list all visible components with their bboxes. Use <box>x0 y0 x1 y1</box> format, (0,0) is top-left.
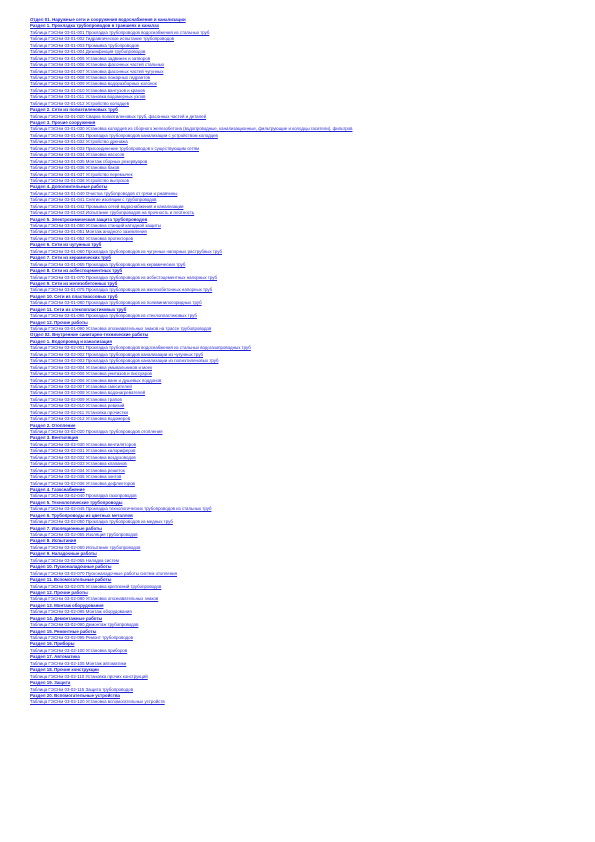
toc-table-link[interactable]: Таблица ГЭСНм 03-01-011 Установка водомерных узлов <box>30 94 146 100</box>
toc-table-link[interactable]: Таблица ГЭСНм 03-01-033 Присоединение трубопроводов к существующим сетям <box>30 145 200 151</box>
toc-table-link[interactable]: Таблица ГЭСНм 03-01-004 Дезинфекция трубопроводов <box>30 49 146 55</box>
toc-section-link[interactable]: Раздел 7. Изоляционные работы <box>30 525 102 531</box>
toc-table-link[interactable]: Таблица ГЭСНм 03-02-065 Наладка систем <box>30 557 119 563</box>
toc-table-link[interactable]: Таблица ГЭСНм 03-01-034 Установка насосов <box>30 152 125 158</box>
toc-table-link[interactable]: Таблица ГЭСНм 03-02-002 Прокладка трубопроводов канализации из чугунных труб <box>30 351 204 357</box>
toc-section-link[interactable]: Раздел 4. Газоснабжение <box>30 486 85 492</box>
toc-table-link[interactable]: Таблица ГЭСНм 03-01-090 Установка опознавательных знаков на трассе трубопроводов <box>30 326 212 331</box>
toc-table-link[interactable]: Таблица ГЭСНм 03-01-012 Устройство колодцев <box>30 100 130 106</box>
toc-table-link[interactable]: Таблица ГЭСНм 03-01-031 Прокладка трубопроводов канализации с устройством колодцев <box>30 132 218 138</box>
toc-table-link[interactable]: Таблица ГЭСНм 03-02-009 Установка трапов <box>30 396 122 402</box>
toc-section-link[interactable]: Раздел 11. Вспомогательные работы <box>30 577 112 583</box>
toc-section-link[interactable]: Раздел 8. Испытания <box>30 538 77 544</box>
toc-section-link[interactable]: Раздел 3. Прочие сооружения <box>30 120 96 125</box>
toc-table-link[interactable]: Таблица ГЭСНм 03-02-110 Установка прочих конструкций <box>30 673 148 679</box>
toc-table-link[interactable]: Таблица ГЭСНм 03-02-105 Монтаж автоматики <box>30 660 127 666</box>
toc-section-link[interactable]: Раздел 1. Прокладка трубопроводов в траншеях и каналах <box>30 23 160 29</box>
toc-table-link[interactable]: Таблица ГЭСНм 03-02-100 Установка приборов <box>30 647 128 653</box>
toc-section-link[interactable]: Раздел 6. Трубопроводы из цветных металлов <box>30 512 133 518</box>
toc-section-link[interactable]: Раздел 8. Сети из асбестоцементных труб <box>30 268 123 274</box>
toc-section-link[interactable]: Раздел 12. Прочие работы <box>30 589 88 595</box>
toc-table-link[interactable]: Таблица ГЭСНм 03-02-011 Установка прочистки <box>30 409 128 415</box>
toc-table-link[interactable]: Таблица ГЭСНм 03-02-005 Установка унитазов и писсуаров <box>30 371 152 377</box>
toc-section-link[interactable]: Раздел 5. Электрохимическая защита трубопроводов <box>30 216 148 222</box>
toc-table-link[interactable]: Таблица ГЭСНм 03-01-052 Установка протекторов <box>30 235 133 241</box>
toc-table-link[interactable]: Таблица ГЭСНм 03-02-080 Установка опознавательных знаков <box>30 596 159 602</box>
toc-table-link[interactable]: Таблица ГЭСНм 03-02-055 Изоляция трубопроводов <box>30 532 138 537</box>
toc-table-link[interactable]: Таблица ГЭСНм 03-01-037 Устройство перемычек <box>30 171 133 177</box>
toc-table-link[interactable]: Таблица ГЭСНм 03-02-012 Установка водомеров <box>30 416 131 422</box>
toc-section-link[interactable]: Раздел 6. Сети из чугунных труб <box>30 242 102 248</box>
toc-table-link[interactable]: Таблица ГЭСНм 03-01-005 Установка задвижек и затворов <box>30 55 151 61</box>
toc-table-link[interactable]: Таблица ГЭСНм 03-02-030 Установка вентиляторов <box>30 441 136 447</box>
toc-table-link[interactable]: Таблица ГЭСНм 03-01-010 Установка вантузов и кранов <box>30 87 145 93</box>
toc-table-link[interactable]: Таблица ГЭСНм 03-02-034 Установка решеток <box>30 467 125 473</box>
toc-section-link[interactable]: Раздел 16. Приборы <box>30 641 75 647</box>
toc-table-link[interactable]: Таблица ГЭСНм 03-01-080 Прокладка трубопроводов из поливинилхлоридных труб <box>30 300 202 306</box>
toc-section-link[interactable]: Раздел 13. Монтаж оборудования <box>30 602 104 608</box>
toc-table-link[interactable]: Таблица ГЭСНм 03-01-060 Прокладка трубопроводов из чугунных напорных раструбных труб <box>30 248 222 254</box>
toc-table-link[interactable]: Таблица ГЭСНм 03-01-065 Прокладка трубопроводов из керамических труб <box>30 261 186 267</box>
toc-table-link[interactable]: Таблица ГЭСНм 03-02-075 Установка креплений трубопроводов <box>30 583 162 589</box>
toc-section-link[interactable]: Раздел 5. Технологические трубопроводы <box>30 499 123 505</box>
toc-table-link[interactable]: Таблица ГЭСНм 03-02-070 Пусконаладочные работы систем отопления <box>30 570 178 576</box>
toc-table-link[interactable]: Таблица ГЭСНм 03-02-060 Испытание трубопроводов <box>30 544 141 550</box>
toc-table-link[interactable]: Таблица ГЭСНм 03-02-045 Прокладка технологических трубопроводов из стальных труб <box>30 506 212 512</box>
toc-table-link[interactable]: Таблица ГЭСНм 03-02-001 Прокладка трубопроводов водоснабжения из стальных водогазопроводных труб <box>30 345 251 351</box>
toc-section-link[interactable]: Раздел 2. Отопление <box>30 422 76 428</box>
toc-table-link[interactable]: Таблица ГЭСНм 03-01-050 Установка станций катодной защиты <box>30 223 161 228</box>
toc-section-link[interactable]: Раздел 17. Автоматика <box>30 654 80 660</box>
toc-section-link[interactable]: Раздел 4. Дополнительные работы <box>30 184 108 190</box>
toc-table-link[interactable]: Таблица ГЭСНм 03-01-036 Установка баков <box>30 165 120 171</box>
toc-section-link[interactable]: Раздел 9. Наладочные работы <box>30 551 97 557</box>
toc-table-link[interactable]: Таблица ГЭСНм 03-02-007 Установка смесителей <box>30 383 132 389</box>
toc-section-link[interactable]: Раздел 1. Водопровод и канализация <box>30 338 112 344</box>
toc-table-link[interactable]: Таблица ГЭСНм 03-02-115 Защита трубопроводов <box>30 686 134 692</box>
toc-section-link[interactable]: Раздел 11. Сети из стеклопластиковых труб <box>30 306 127 312</box>
toc-table-link[interactable]: Таблица ГЭСНм 03-01-035 Монтаж сборных резервуаров <box>30 158 148 164</box>
toc-section-link[interactable]: Отдел 02. Внутренние санитарно-технические работы <box>30 332 149 338</box>
toc-table-link[interactable]: Таблица ГЭСНм 03-01-085 Прокладка трубопроводов из стеклопластиковых труб <box>30 313 197 319</box>
toc-table-link[interactable]: Таблица ГЭСНм 03-02-031 Установка калориферов <box>30 448 136 454</box>
toc-table-link[interactable]: Таблица ГЭСНм 03-01-043 Испытание трубопроводов на прочность и плотность <box>30 210 195 216</box>
toc-table-link[interactable]: Таблица ГЭСНм 03-01-006 Установка фасонных частей стальных <box>30 62 165 68</box>
toc-section-link[interactable]: Раздел 12. Прочие работы <box>30 319 88 325</box>
toc-table-link[interactable]: Таблица ГЭСНм 03-01-075 Прокладка трубопроводов из железобетонных напорных труб <box>30 287 213 293</box>
toc-section-link[interactable]: Раздел 7. Сети из керамических труб <box>30 255 111 261</box>
toc-table-link[interactable]: Таблица ГЭСНм 03-02-095 Ремонт трубопроводов <box>30 635 133 640</box>
toc-table-link[interactable]: Таблица ГЭСНм 03-01-051 Монтаж анодного заземления <box>30 229 147 235</box>
toc-section-link[interactable]: Раздел 10. Пусконаладочные работы <box>30 564 112 570</box>
toc-table-link[interactable]: Таблица ГЭСНм 03-02-035 Установка зонтов <box>30 474 122 480</box>
toc-table-link[interactable]: Таблица ГЭСНм 03-02-020 Прокладка трубопроводов отопления <box>30 429 163 434</box>
toc-table-link[interactable]: Таблица ГЭСНм 03-02-040 Прокладка газопроводов <box>30 493 137 499</box>
toc-table-link[interactable]: Таблица ГЭСНм 03-01-003 Промывка трубопроводов <box>30 42 139 48</box>
toc-section-link[interactable]: Раздел 14. Демонтажные работы <box>30 615 103 621</box>
toc-table-link[interactable]: Таблица ГЭСНм 03-02-085 Монтаж оборудования <box>30 609 132 615</box>
toc-table-link[interactable]: Таблица ГЭСНм 03-01-009 Установка водоразборных колонок <box>30 81 157 87</box>
toc-table-link[interactable]: Таблица ГЭСНм 03-02-032 Установка воздуховодов <box>30 454 136 460</box>
toc-table-link[interactable]: Таблица ГЭСНм 03-01-040 Очистка трубопроводов от грязи и ржавчины <box>30 190 178 196</box>
toc-table-link[interactable]: Таблица ГЭСНм 03-02-120 Установка вспомогательных устройств <box>30 699 165 705</box>
toc-table-link[interactable]: Таблица ГЭСНм 03-02-090 Демонтаж трубопроводов <box>30 622 139 628</box>
toc-table-link[interactable]: Таблица ГЭСНм 03-01-070 Прокладка трубопроводов из асбестоцементных напорных труб <box>30 274 218 280</box>
toc-table-link[interactable]: Таблица ГЭСНм 03-02-036 Установка дефлекторов <box>30 480 135 486</box>
toc-section-link[interactable]: Раздел 19. Защита <box>30 680 71 686</box>
toc-section-link[interactable]: Раздел 15. Ремонтные работы <box>30 628 97 634</box>
toc-table-link[interactable]: Таблица ГЭСНм 03-01-038 Устройство выпусков <box>30 177 129 183</box>
toc-section-link[interactable]: Раздел 18. Прочие конструкции <box>30 667 99 673</box>
toc-section-link[interactable]: Раздел 2. Сети из полиэтиленовых труб <box>30 107 118 113</box>
toc-section-link[interactable]: Раздел 9. Сети из железобетонных труб <box>30 280 118 286</box>
toc-section-link[interactable]: Раздел 10. Сети из пластмассовых труб <box>30 293 118 299</box>
toc-table-link[interactable]: Таблица ГЭСНм 03-01-041 Снятие изоляции с трубопроводов <box>30 197 157 203</box>
toc-table-link[interactable]: Таблица ГЭСНм 03-02-033 Установка клапанов <box>30 461 127 467</box>
toc-section-link[interactable]: Раздел 20. Вспомогательные устройства <box>30 692 120 698</box>
toc-table-link[interactable]: Таблица ГЭСНм 03-02-003 Прокладка трубопроводов канализации из полиэтиленовых труб <box>30 358 219 364</box>
toc-table-link[interactable]: Таблица ГЭСНм 03-01-008 Установка пожарных гидрантов <box>30 74 151 80</box>
toc-section-link[interactable]: Раздел 3. Вентиляция <box>30 435 79 441</box>
toc-table-link[interactable]: Таблица ГЭСНм 03-02-008 Установка водонагревателей <box>30 390 146 396</box>
toc-section-link[interactable]: Отдел 01. Наружные сети и сооружения водоснабжения и канализации <box>30 17 186 22</box>
toc-table-link[interactable]: Таблица ГЭСНм 03-01-002 Гидравлическое испытание трубопроводов <box>30 36 175 42</box>
toc-table-link[interactable]: Таблица ГЭСНм 03-02-050 Прокладка трубопроводов из медных труб <box>30 519 173 525</box>
toc-table-link[interactable]: Таблица ГЭСНм 03-02-010 Установка ревизий <box>30 403 125 409</box>
toc-table-link[interactable]: Таблица ГЭСНм 03-02-004 Установка умывальников и моек <box>30 364 152 370</box>
toc-table-link[interactable]: Таблица ГЭСНм 03-01-020 Сварка полиэтиленовых труб, фасонных частей и деталей <box>30 113 207 119</box>
toc-table-link[interactable]: Таблица ГЭСНм 03-01-001 Прокладка трубопроводов водоснабжения из стальных труб <box>30 29 210 35</box>
toc-table-link[interactable]: Таблица ГЭСНм 03-01-032 Устройство дренажа <box>30 139 128 145</box>
document-page <box>30 17 570 706</box>
toc-table-link[interactable]: Таблица ГЭСНм 03-01-042 Промывка сетей водоснабжения и канализации <box>30 203 184 209</box>
toc-table-link[interactable]: Таблица ГЭСНм 03-01-007 Установка фасонных частей чугунных <box>30 68 164 74</box>
toc-table-link[interactable]: Таблица ГЭСНм 03-02-006 Установка ванн и душевых поддонов <box>30 377 162 383</box>
toc-table-link[interactable]: Таблица ГЭСНм 03-01-030 Установка колодцев из сборного железобетона (водопроводные, канализационные, фильтрующие и колодцы гасители), фильтров <box>30 126 353 132</box>
